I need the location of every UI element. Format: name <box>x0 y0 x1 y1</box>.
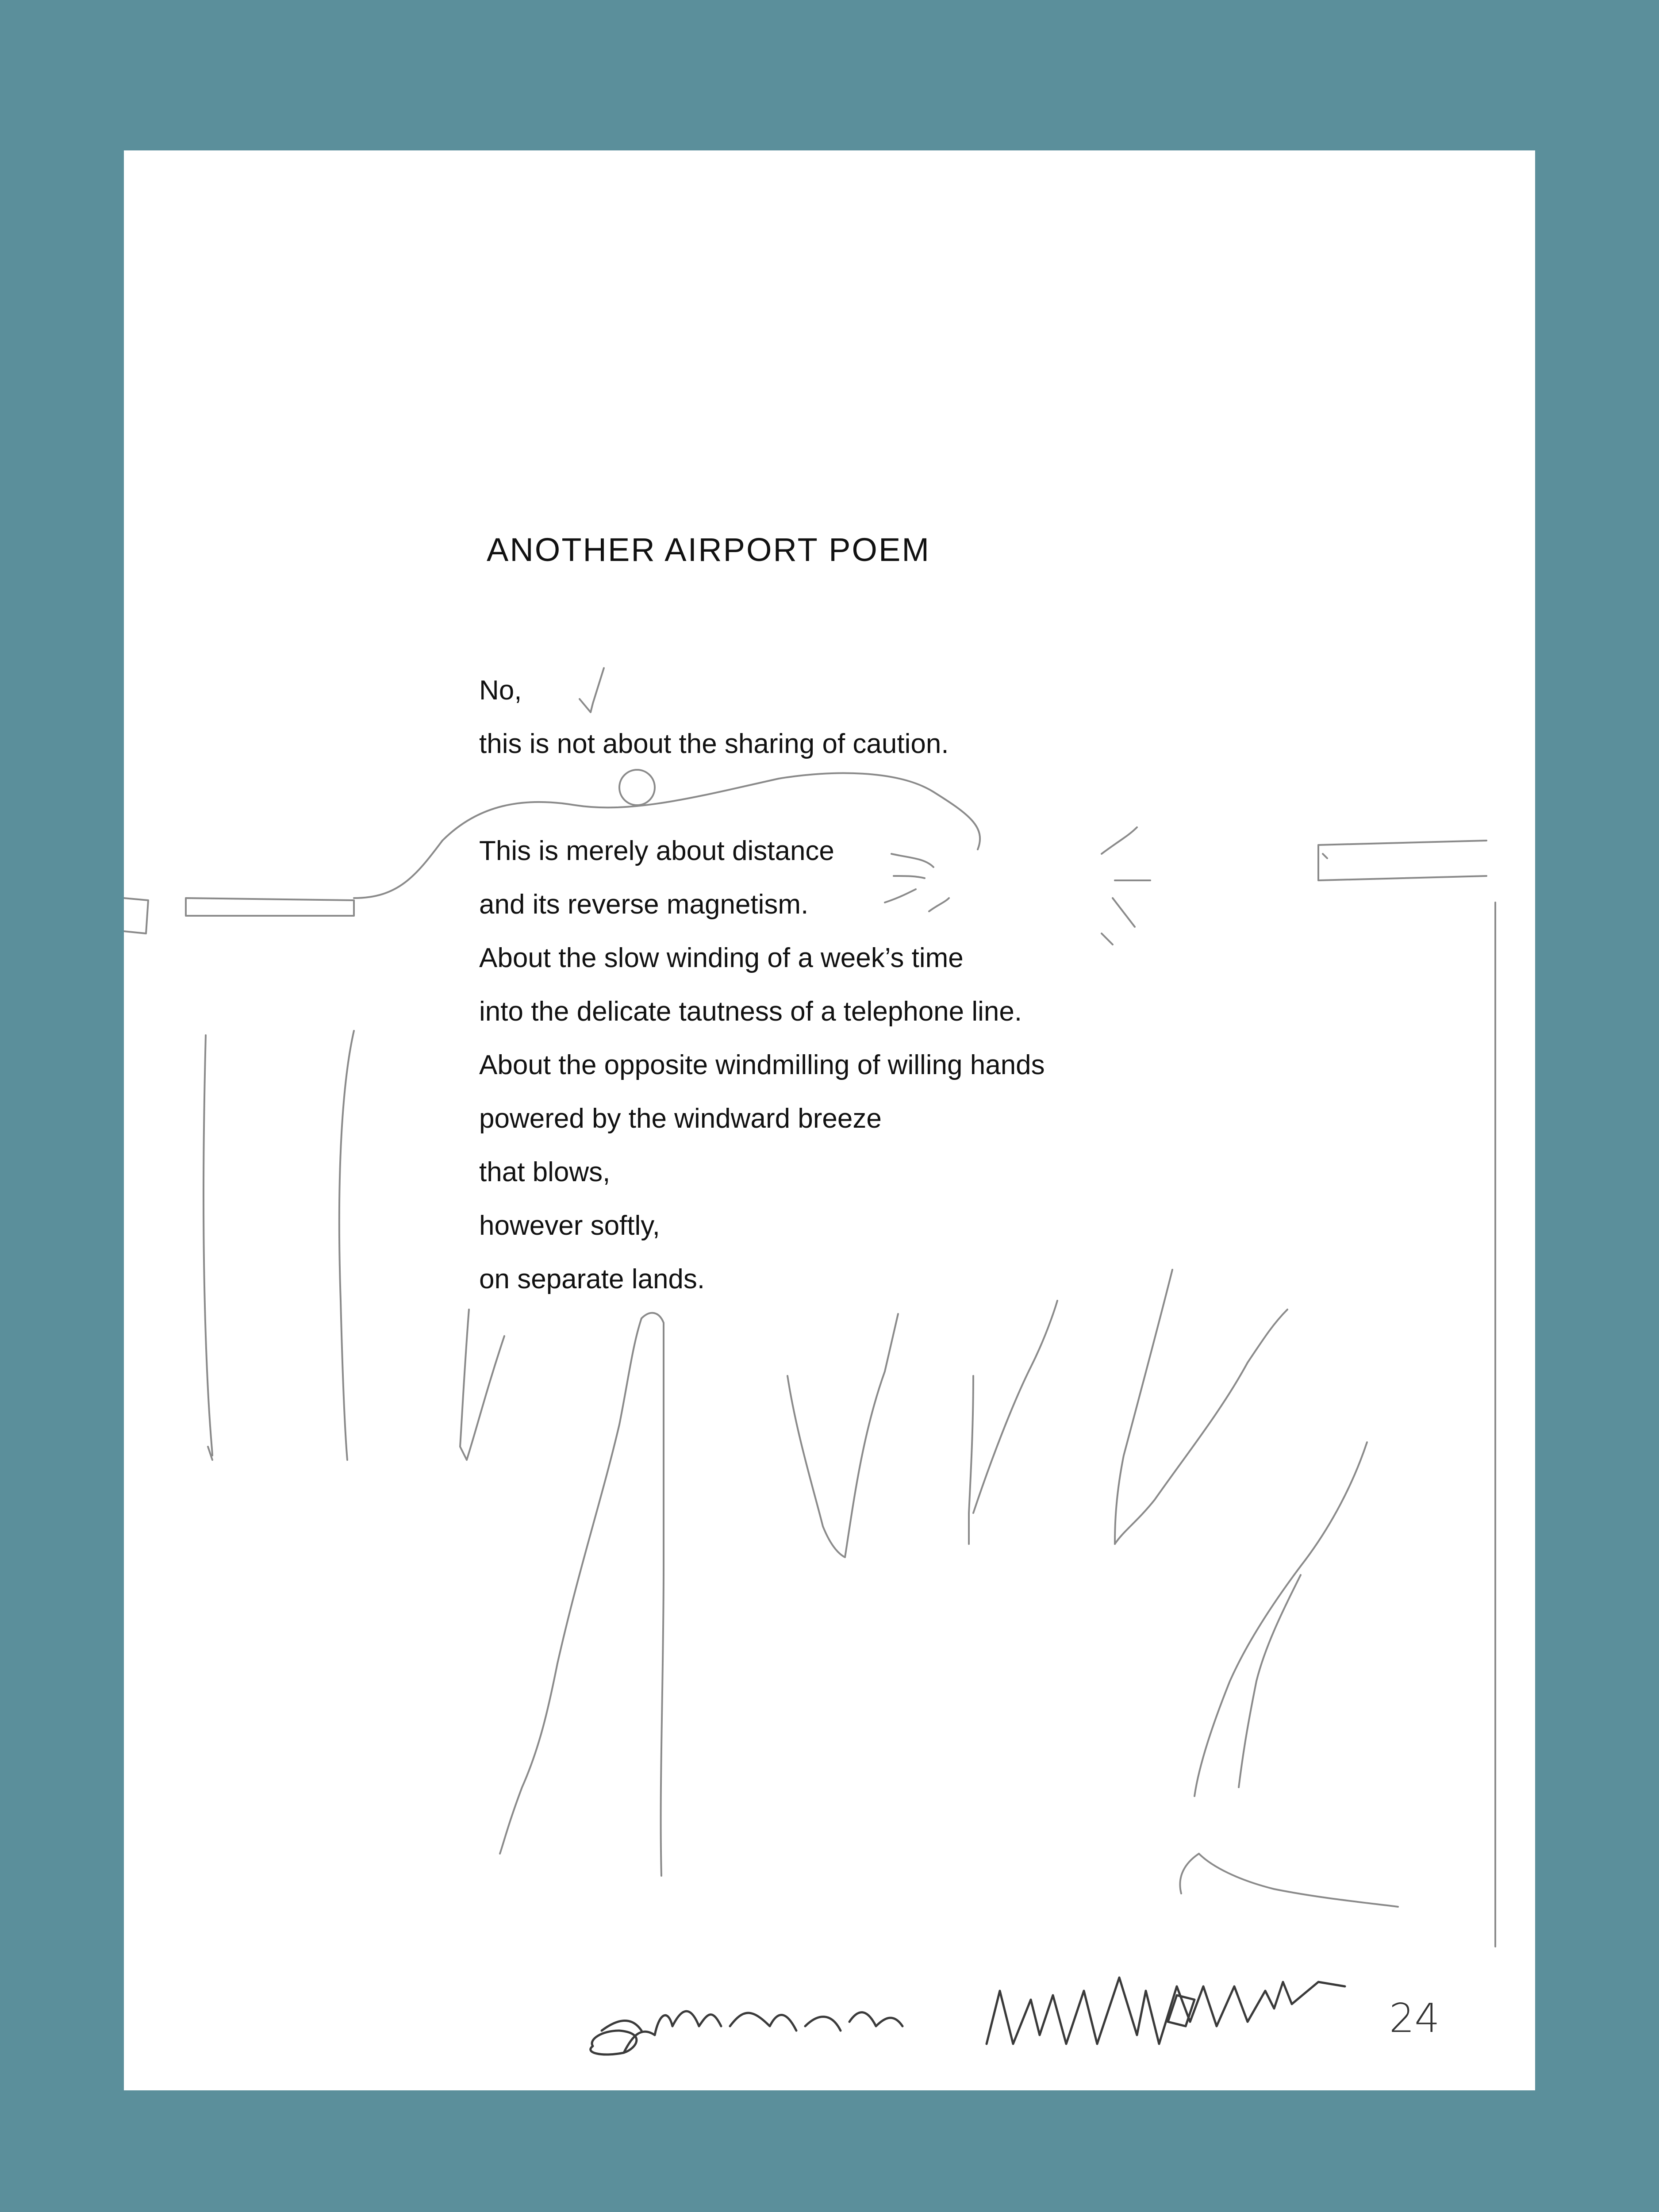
poem-line: About the opposite windmilling of willing hands <box>479 1050 1045 1080</box>
poem-line: No, <box>479 675 522 706</box>
poem-line: that blows, <box>479 1157 611 1187</box>
poem-line: This is merely about distance <box>479 836 834 866</box>
poem-line: About the slow winding of a week’s time <box>479 943 964 973</box>
poem-line: and its reverse magnetism. <box>479 889 809 920</box>
poem-line: on separate lands. <box>479 1264 705 1294</box>
poem-line: however softly, <box>479 1210 660 1241</box>
poem-line: this is not about the sharing of caution. <box>479 729 949 759</box>
poem-body <box>479 664 1045 1306</box>
sketch-line-wing <box>186 898 354 916</box>
page-number: 24 <box>1389 1995 1440 2042</box>
handwritten-scrawl <box>591 2011 902 2055</box>
poem-line: into the delicate tautness of a telephone line. <box>479 996 1022 1027</box>
poem-line: powered by the windward breeze <box>479 1103 882 1134</box>
poem-title: ANOTHER AIRPORT POEM <box>487 531 930 568</box>
poem-page <box>124 150 1535 2090</box>
stanza-break <box>479 771 1045 824</box>
